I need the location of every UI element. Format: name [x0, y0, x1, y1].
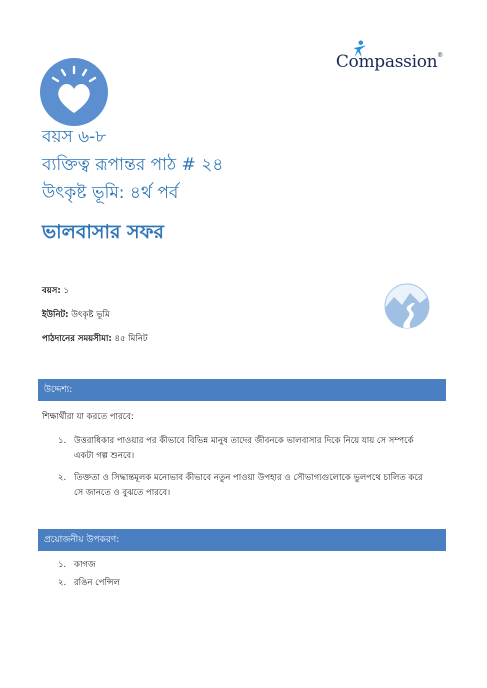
person-figure-icon: [350, 40, 368, 58]
objective-text: তিক্ততা ও সিদ্ধান্তমূলক মনোভাব কীভাবে নতুন পাওয়া উপহার ও সৌভাগ্যগুলোকে ভুলপথে চালিত করে সে জানতে ও বুঝতে পারবে।: [74, 473, 423, 498]
material-text: রঙিন পেন্সিল: [74, 578, 120, 588]
objective-number: ১.: [58, 436, 67, 446]
objective-item: [58, 434, 430, 464]
material-number: ২.: [58, 578, 67, 588]
material-number: ১.: [58, 560, 67, 570]
meta-unit-label: ইউনিট:: [42, 310, 69, 320]
meta-time-value: ৪৫ মিনিট: [114, 334, 148, 344]
material-text: কাগজ: [74, 560, 96, 570]
material-item: [58, 558, 430, 573]
meta-age-value: ১: [63, 286, 69, 296]
objective-item: [58, 471, 430, 501]
meta-time-label: পাঠদানের সময়সীমা:: [42, 334, 112, 344]
objective-text: উত্তরাধিকার পাওয়ার পর কীভাবে বিভিন্ন মানুষ তাদের জীবনকে ভালবাসার দিকে নিয়ে যায় সে সম্পর্কে একটা গল্প শুনবে।: [74, 436, 414, 461]
age-heading: বয়স ৬-৮: [42, 127, 107, 147]
meta-unit-value: উৎকৃষ্ট ভূমি: [71, 310, 110, 320]
lesson-title: ভালবাসার সফর: [42, 221, 164, 243]
meta-age-label: বয়স:: [42, 286, 61, 296]
unit-heading: উৎকৃষ্ট ভূমি: ৪র্থ পর্ব: [42, 183, 179, 203]
materials-heading-bar: প্রয়োজনীয় উপকরণ:: [38, 529, 446, 551]
objectives-intro: শিক্ষার্থীরা যা করতে পারবে:: [42, 412, 134, 422]
lesson-number-heading: ব্যক্তিত্ব রূপান্তর পাঠ # ২৪: [42, 155, 224, 175]
objective-number: ২.: [58, 473, 67, 483]
heart-icon: [40, 58, 108, 126]
objectives-heading-bar: উদ্দেশ্য:: [38, 379, 446, 401]
logo-text: Compassion®: [335, 52, 443, 72]
river-mountain-icon: [384, 283, 430, 329]
compassion-logo: [336, 52, 443, 72]
meta-time: [42, 332, 148, 346]
meta-unit: [42, 308, 110, 322]
meta-age: [42, 284, 69, 298]
material-item: [58, 576, 430, 591]
